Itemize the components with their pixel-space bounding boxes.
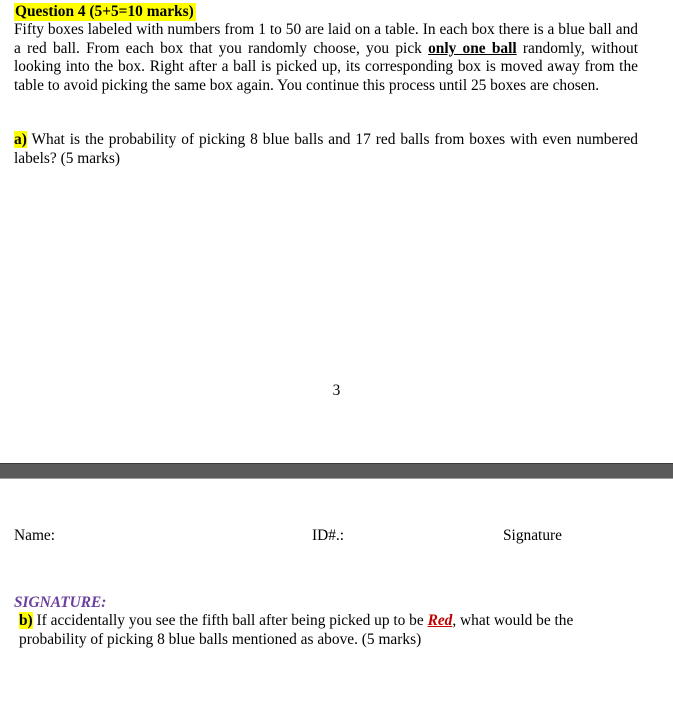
part-b-text-start: If accidentally you see the fifth ball after being picked up to be	[32, 612, 428, 629]
part-b-text-end: , what would be the probability of picking 8 blue balls mentioned as above. (5 marks)	[19, 612, 574, 648]
id-label: ID#.:	[312, 527, 345, 544]
page-number: 3	[332, 382, 341, 399]
intro-text-start: Fifty boxes labeled with numbers from 1 to 50 are laid on a table. In each box there is a blue ball and a red ball. From each box that you randomly choose, you pick	[14, 21, 638, 57]
red-word: Red	[427, 612, 453, 629]
intro-underlined-text: only one ball	[428, 39, 517, 57]
question-intro	[14, 21, 638, 95]
exam-page-4	[0, 479, 673, 715]
intro-text-end: randomly, without looking into the box. Right after a ball is picked up, its corresponding box is moved away from the table to avoid picking the same box again. You continue this process until 25 boxes are chosen.	[14, 39, 638, 94]
part-a-text: What is the probability of picking 8 blue balls and 17 red balls from boxes with even numbered labels? (5 marks)	[14, 131, 638, 167]
signature-heading: SIGNATURE:	[14, 594, 107, 611]
part-b-question	[19, 612, 619, 649]
name-label: Name:	[14, 527, 56, 544]
part-a-question	[14, 131, 638, 168]
part-b-label: b)	[19, 612, 33, 629]
question-title: Question 4 (5+5=10 marks)	[15, 3, 194, 20]
page-separator	[0, 463, 673, 479]
signature-label: Signature	[503, 527, 562, 544]
part-a-label: a)	[14, 131, 27, 148]
